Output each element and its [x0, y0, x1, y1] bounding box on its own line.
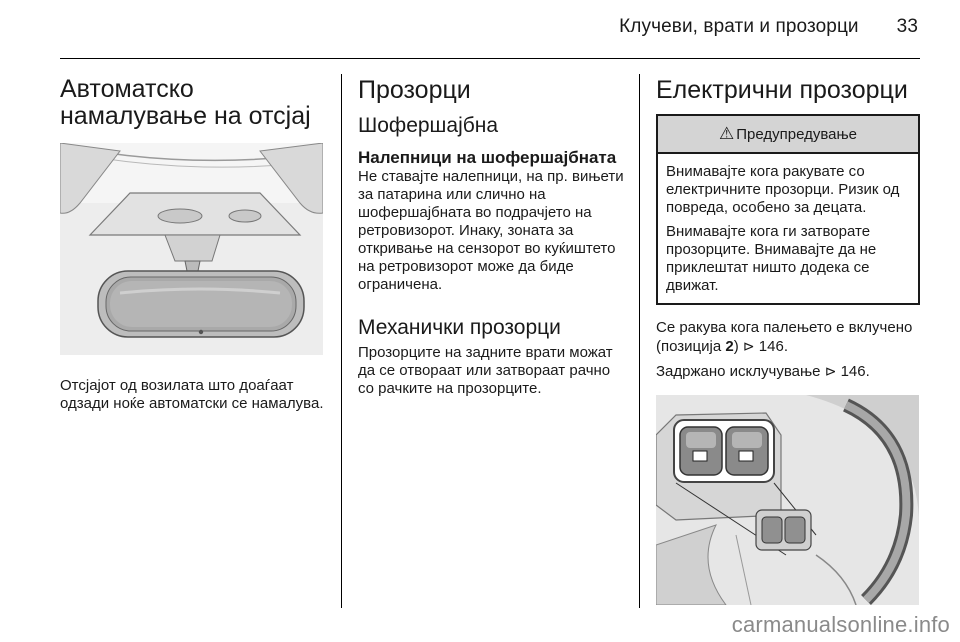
warning-title: Предупредување — [736, 126, 858, 143]
warning-header — [658, 116, 918, 154]
operation-text: Се ракува кога палењето е вклучено (позиција 2) ⊳ 146. — [656, 319, 913, 355]
warning-triangle-icon: ⚠ — [718, 124, 735, 143]
stickers-heading: Налепници на шофершајбната — [358, 148, 617, 167]
warning-box — [656, 114, 920, 305]
column-divider-right — [639, 74, 640, 608]
operation-page-ref[interactable]: 146. — [758, 338, 788, 355]
warning-body — [658, 154, 918, 303]
column-auto-dimming — [60, 76, 325, 413]
running-header — [0, 16, 918, 38]
column-power-windows — [656, 76, 920, 605]
auto-dimming-text: Отсјајот од возилата што доаѓаат одзади ноќе автоматски се намалува. — [60, 377, 324, 412]
stickers-text: Не ставајте налепници, на пр. вињети за патарина или слично на шофершајбната во подрачјето на ретровизорот. Инаку, зоната за откривање на сензорот во куќиштето на ретровизорот може да биде ограничена. — [358, 168, 624, 293]
watermark: carmanualsonline.info — [731, 612, 950, 637]
ignition-position: 2 — [725, 338, 734, 355]
column-windows — [358, 76, 626, 398]
delayed-off-page-ref[interactable]: 146. — [840, 363, 870, 380]
delayed-off-text: Задржано исклучување ⊳ 146. — [656, 363, 870, 380]
window-switch-illustration — [656, 395, 919, 605]
manual-windows-text: Прозорците на задните врати можат да се отвораат или затвораат рачно со рачките на прозорците. — [358, 344, 613, 397]
windscreen-heading: Шофершајбна — [358, 114, 499, 137]
warning-text-1: Внимавајте кога ракувате со електричните прозорци. Ризик од повреда, особено за децата. — [666, 163, 900, 216]
header-rule — [60, 58, 920, 59]
rearview-mirror-illustration — [60, 143, 323, 355]
chapter-title: Клучеви, врати и прозорци — [619, 16, 859, 37]
windows-heading: Прозорци — [358, 76, 471, 104]
power-windows-heading: Електрични прозорци — [656, 76, 908, 104]
auto-dimming-heading: Автоматско намалување на отсјај — [60, 75, 311, 130]
page-ref-arrow-icon: ⊳ — [742, 338, 755, 354]
manual-windows-heading: Механички прозорци — [358, 316, 561, 339]
page-ref-arrow-icon: ⊳ — [824, 363, 837, 379]
page-number: 33 — [896, 16, 918, 37]
warning-text-2: Внимавајте кога ги затворате прозорците. Внимавајте да не приклештат ништо додека се движат. — [666, 223, 877, 294]
column-divider-left — [341, 74, 342, 608]
